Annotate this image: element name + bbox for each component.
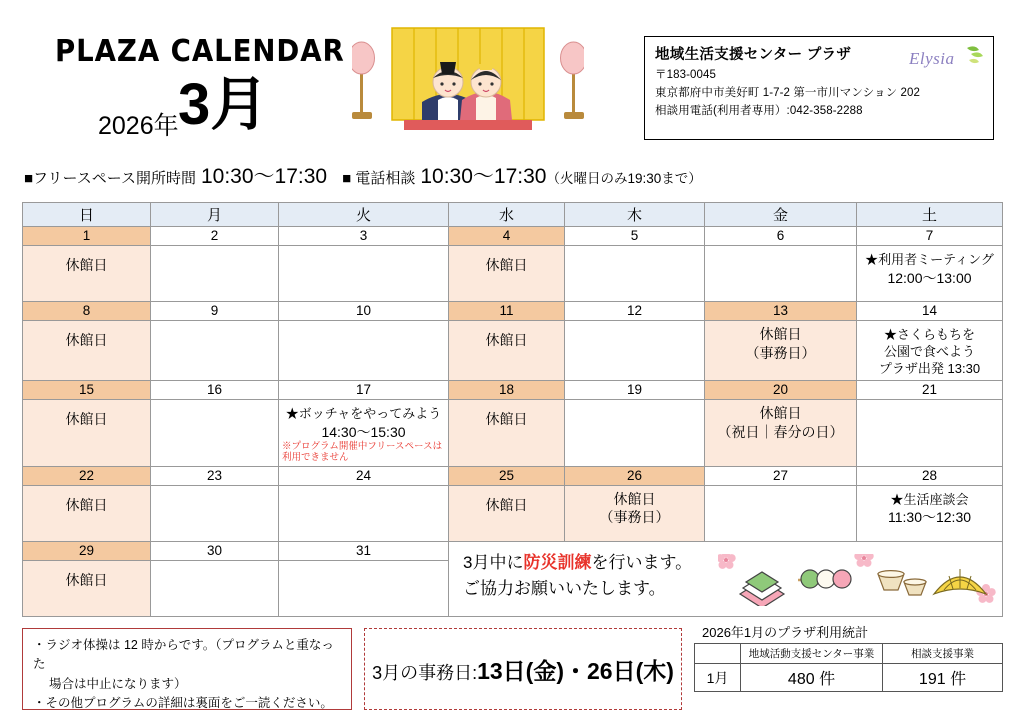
day-number: 16 [151, 380, 279, 399]
day-number: 12 [565, 302, 705, 321]
event-title: ★生活座談会 [890, 491, 969, 507]
closed-label: 休館日 [65, 332, 108, 348]
calendar-daynum-row [23, 302, 1003, 321]
stats-caption: 2026年1月のプラザ利用統計 [702, 625, 869, 640]
day-number: 11 [449, 302, 565, 321]
elysia-logo-icon [909, 42, 987, 76]
day-cell [23, 485, 151, 541]
closed-label: 休館日 [613, 490, 656, 507]
notice-highlight: 防災訓練 [523, 552, 592, 572]
day-number: 31 [279, 541, 449, 560]
weekday-header-thu: 木 [565, 203, 705, 227]
calendar-month: 3月 [178, 72, 269, 137]
day-number: 13 [705, 302, 857, 321]
day-cell [151, 321, 279, 381]
stats-header-row [695, 644, 1003, 664]
day-number: 27 [705, 466, 857, 485]
day-cell [565, 246, 705, 302]
day-cell [151, 246, 279, 302]
stats-col-header: 相談支援事業 [883, 644, 1003, 664]
day-cell [565, 485, 705, 541]
day-cell [151, 399, 279, 466]
day-number: 8 [23, 302, 151, 321]
day-cell [705, 485, 857, 541]
day-number: 29 [23, 541, 151, 560]
stats-row-label: 1月 [695, 664, 741, 692]
day-number: 7 [857, 227, 1003, 246]
day-number: 20 [705, 380, 857, 399]
notice-cell [449, 541, 1003, 616]
page-header [0, 0, 1024, 150]
event-note: ※プログラム開催中フリースペースは利用できません [282, 440, 443, 464]
event-subtitle: 公園で食べよう [883, 343, 975, 359]
day-cell [279, 560, 449, 616]
weekday-header-mon: 月 [151, 203, 279, 227]
notice-text-b: を行います。 [591, 552, 693, 572]
closed-label: 休館日 [485, 257, 528, 273]
closed-note: （事務日） [745, 344, 816, 361]
day-cell [449, 246, 565, 302]
stats-value: 480 件 [741, 664, 883, 692]
calendar-daynum-row [23, 227, 1003, 246]
day-number: 21 [857, 380, 1003, 399]
event-time: 12:00〜13:00 [887, 269, 972, 286]
office-days-value: 13日(金)・26日(木) [477, 657, 674, 684]
freespace-label: ■フリースペース開所時間 [24, 170, 196, 187]
calendar-content-row [23, 399, 1003, 466]
usage-stats-table [694, 643, 1003, 692]
day-cell [23, 560, 151, 616]
weekday-header-sun: 日 [23, 203, 151, 227]
day-number: 14 [857, 302, 1003, 321]
organization-name: 地域生活支援センター プラザ [655, 47, 852, 63]
tel-note: （火曜日のみ19:30まで） [546, 171, 702, 186]
day-number: 4 [449, 227, 565, 246]
day-number: 22 [23, 466, 151, 485]
day-cell [151, 485, 279, 541]
event-time: 11:30〜12:30 [887, 509, 972, 526]
day-number: 19 [565, 380, 705, 399]
event-title: ★ボッチャをやってみよう [285, 405, 442, 421]
day-cell [279, 321, 449, 381]
event-time: プラザ出発 13:30 [878, 360, 981, 376]
closed-label: 休館日 [485, 332, 528, 348]
address: 東京都府中市美好町 1-7-2 第一市川マンション 202 [655, 87, 920, 99]
day-number: 30 [151, 541, 279, 560]
day-number: 23 [151, 466, 279, 485]
hina-doll-illustration [352, 24, 584, 148]
day-number: 18 [449, 380, 565, 399]
closed-note: （祝日｜春分の日） [717, 423, 844, 440]
postal-code: 〒183-0045 [655, 69, 716, 81]
monthly-calendar [22, 202, 1003, 617]
office-days-box [364, 628, 682, 710]
day-number: 28 [857, 466, 1003, 485]
event-title: ★さくらもちを [883, 327, 975, 342]
weekday-header-fri: 金 [705, 203, 857, 227]
closed-label: 休館日 [485, 410, 528, 427]
day-cell [705, 321, 857, 381]
day-number: 26 [565, 466, 705, 485]
office-days-label: 3月の事務日: [372, 662, 478, 683]
day-cell [705, 399, 857, 466]
calendar-content-row [23, 246, 1003, 302]
calendar-content-row [23, 321, 1003, 381]
day-cell [279, 399, 449, 466]
day-cell [23, 399, 151, 466]
opening-hours-line [24, 160, 1014, 190]
day-cell [857, 485, 1003, 541]
footer-note-line: ・ラジオ体操は 12 時からです。（プログラムと重なった [33, 638, 334, 672]
day-number: 5 [565, 227, 705, 246]
footer-note-line: ・その他プログラムの詳細は裏面をご一読ください。 [33, 696, 333, 711]
day-cell [449, 321, 565, 381]
notice-line-2: ご協力お願いいたします。 [463, 578, 666, 598]
day-cell [449, 399, 565, 466]
day-cell [279, 485, 449, 541]
footer-notes-box [22, 628, 352, 710]
day-number: 2 [151, 227, 279, 246]
day-cell [705, 246, 857, 302]
event-title: ★利用者ミーティング [865, 252, 994, 267]
stats-value: 191 件 [883, 664, 1003, 692]
day-cell [565, 399, 705, 466]
day-number: 25 [449, 466, 565, 485]
usage-stats-box [694, 622, 1002, 710]
page-title: PLAZA CALENDAR [55, 34, 345, 69]
weekday-header-sat: 土 [857, 203, 1003, 227]
day-number: 1 [23, 227, 151, 246]
day-cell [857, 246, 1003, 302]
weekday-header-row [23, 203, 1003, 227]
stats-data-row [695, 664, 1003, 692]
calendar-content-row [23, 485, 1003, 541]
day-number: 3 [279, 227, 449, 246]
freespace-time: 10:30〜17:30 [200, 165, 328, 188]
event-time: 14:30〜15:30 [321, 423, 406, 440]
closed-label: 休館日 [759, 326, 802, 342]
phone-number: 相談用電話(利用者専用）:042-358-2288 [655, 105, 863, 117]
closed-label: 休館日 [759, 404, 802, 421]
day-cell [23, 321, 151, 381]
calendar-daynum-row [23, 380, 1003, 399]
calendar-year: 2026年 [98, 112, 179, 140]
stats-col-header: 地域活動支援センター事業 [741, 644, 883, 664]
weekday-header-wed: 水 [449, 203, 565, 227]
day-cell [23, 246, 151, 302]
closed-label: 休館日 [65, 571, 108, 588]
weekday-header-tue: 火 [279, 203, 449, 227]
calendar-daynum-row [23, 466, 1003, 485]
day-cell [151, 560, 279, 616]
closed-label: 休館日 [485, 496, 528, 513]
closed-label: 休館日 [65, 410, 108, 427]
tel-label: ■ 電話相談 [342, 170, 416, 187]
day-number: 6 [705, 227, 857, 246]
day-number: 10 [279, 302, 449, 321]
japanese-sweets-illustration [718, 554, 996, 606]
day-number: 15 [23, 380, 151, 399]
notice-text-a: 3月中に [463, 552, 524, 572]
day-number: 9 [151, 302, 279, 321]
closed-label: 休館日 [65, 496, 108, 513]
svg-text:Elysia: Elysia [909, 49, 955, 68]
day-cell [449, 485, 565, 541]
day-number: 24 [279, 466, 449, 485]
footer-note-line: 場合は中止になります） [33, 676, 187, 691]
day-number: 17 [279, 380, 449, 399]
closed-label: 休館日 [65, 257, 108, 273]
day-cell [857, 321, 1003, 381]
stats-corner-cell [695, 644, 741, 664]
organization-info-box [644, 36, 994, 140]
day-cell [857, 399, 1003, 466]
closed-note: （事務日） [599, 509, 670, 526]
day-cell [565, 321, 705, 381]
calendar-daynum-row [23, 541, 1003, 560]
tel-time: 10:30〜17:30 [420, 165, 547, 188]
day-cell [279, 246, 449, 302]
